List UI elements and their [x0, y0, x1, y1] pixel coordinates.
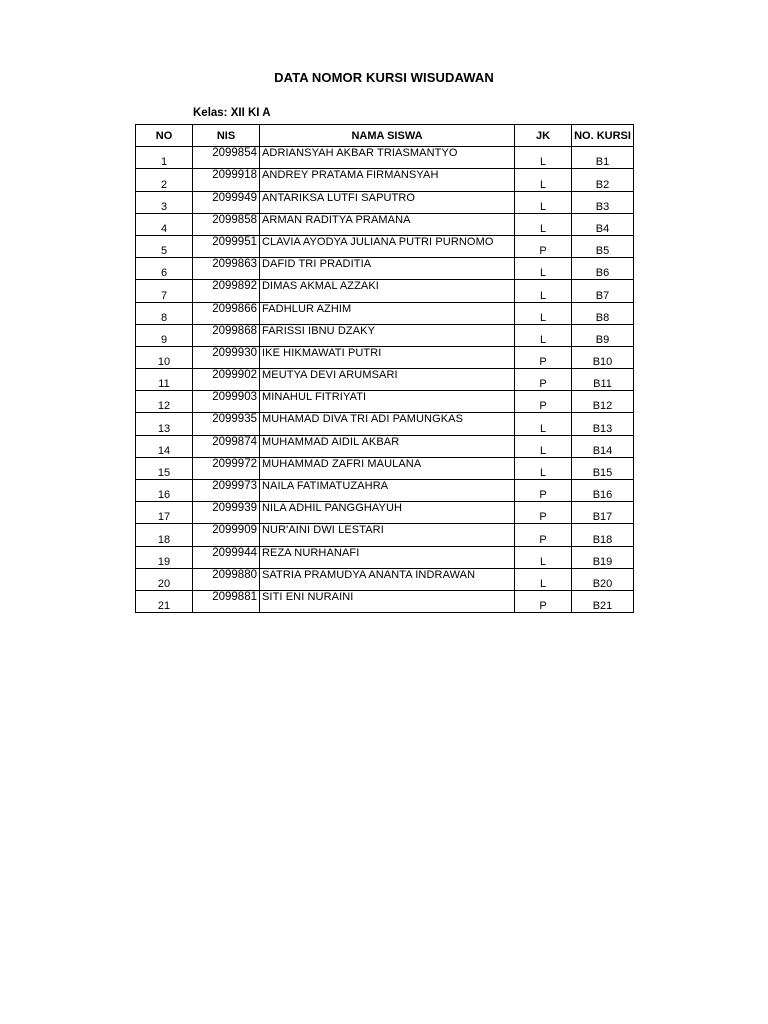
cell-jk: L	[515, 546, 572, 568]
cell-jk: L	[515, 191, 572, 213]
table-row	[136, 346, 634, 368]
cell-nis: 2099951	[193, 235, 260, 257]
cell-jk: L	[515, 324, 572, 346]
cell-no: 17	[136, 502, 193, 524]
page-title: DATA NOMOR KURSI WISUDAWAN	[274, 70, 494, 85]
cell-kursi: B21	[572, 590, 634, 612]
cell-kursi: B5	[572, 235, 634, 257]
cell-nama: MUHAMAD DIVA TRI ADI PAMUNGKAS	[260, 413, 515, 435]
cell-jk: P	[515, 235, 572, 257]
header-kursi: NO. KURSI	[572, 125, 634, 147]
cell-no: 18	[136, 524, 193, 546]
table-row	[136, 213, 634, 235]
cell-nis: 2099935	[193, 413, 260, 435]
cell-no: 10	[136, 346, 193, 368]
cell-nis: 2099973	[193, 480, 260, 502]
cell-nama: SITI ENI NURAINI	[260, 590, 515, 612]
cell-nama: REZA NURHANAFI	[260, 546, 515, 568]
cell-nama: CLAVIA AYODYA JULIANA PUTRI PURNOMO	[260, 235, 515, 257]
seat-table	[135, 124, 634, 613]
cell-nama: DIMAS AKMAL AZZAKI	[260, 280, 515, 302]
cell-kursi: B7	[572, 280, 634, 302]
cell-kursi: B1	[572, 147, 634, 169]
table-row	[136, 480, 634, 502]
cell-kursi: B17	[572, 502, 634, 524]
cell-nis: 2099909	[193, 524, 260, 546]
cell-no: 15	[136, 457, 193, 479]
cell-nama: ANTARIKSA LUTFI SAPUTRO	[260, 191, 515, 213]
cell-nama: MUHAMMAD AIDIL AKBAR	[260, 435, 515, 457]
cell-no: 13	[136, 413, 193, 435]
table-row	[136, 369, 634, 391]
cell-no: 2	[136, 169, 193, 191]
table-body	[136, 147, 634, 613]
cell-no: 8	[136, 302, 193, 324]
cell-no: 3	[136, 191, 193, 213]
cell-no: 11	[136, 369, 193, 391]
cell-jk: P	[515, 524, 572, 546]
cell-nama: IKE HIKMAWATI PUTRI	[260, 346, 515, 368]
cell-no: 20	[136, 568, 193, 590]
cell-nis: 2099944	[193, 546, 260, 568]
cell-nama: MINAHUL FITRIYATI	[260, 391, 515, 413]
cell-jk: P	[515, 480, 572, 502]
cell-nis: 2099881	[193, 590, 260, 612]
table-row	[136, 391, 634, 413]
header-nis: NIS	[193, 125, 260, 147]
cell-kursi: B16	[572, 480, 634, 502]
cell-jk: L	[515, 457, 572, 479]
cell-no: 12	[136, 391, 193, 413]
table-header-row	[136, 125, 634, 147]
cell-nis: 2099930	[193, 346, 260, 368]
cell-no: 9	[136, 324, 193, 346]
cell-nama: ANDREY PRATAMA FIRMANSYAH	[260, 169, 515, 191]
cell-nis: 2099868	[193, 324, 260, 346]
cell-jk: L	[515, 147, 572, 169]
table-row	[136, 435, 634, 457]
cell-kursi: B12	[572, 391, 634, 413]
cell-nama: ARMAN RADITYA PRAMANA	[260, 213, 515, 235]
cell-jk: P	[515, 346, 572, 368]
cell-nis: 2099880	[193, 568, 260, 590]
cell-kursi: B3	[572, 191, 634, 213]
cell-no: 7	[136, 280, 193, 302]
cell-kursi: B10	[572, 346, 634, 368]
cell-kursi: B20	[572, 568, 634, 590]
table-row	[136, 324, 634, 346]
table-row	[136, 235, 634, 257]
table-row	[136, 457, 634, 479]
cell-nama: FADHLUR AZHIM	[260, 302, 515, 324]
cell-nis: 2099972	[193, 457, 260, 479]
cell-no: 16	[136, 480, 193, 502]
cell-kursi: B18	[572, 524, 634, 546]
cell-nama: ADRIANSYAH AKBAR TRIASMANTYO	[260, 147, 515, 169]
cell-jk: L	[515, 280, 572, 302]
table-row	[136, 568, 634, 590]
cell-nama: NAILA FATIMATUZAHRA	[260, 480, 515, 502]
class-label: Kelas: XII KI A	[193, 107, 271, 119]
cell-jk: L	[515, 568, 572, 590]
cell-jk: P	[515, 590, 572, 612]
table-row	[136, 546, 634, 568]
cell-nama: SATRIA PRAMUDYA ANANTA INDRAWAN	[260, 568, 515, 590]
table-row	[136, 590, 634, 612]
cell-jk: P	[515, 369, 572, 391]
table-row	[136, 169, 634, 191]
cell-nis: 2099892	[193, 280, 260, 302]
cell-jk: P	[515, 502, 572, 524]
cell-no: 5	[136, 235, 193, 257]
cell-nis: 2099902	[193, 369, 260, 391]
cell-kursi: B9	[572, 324, 634, 346]
cell-jk: L	[515, 169, 572, 191]
cell-kursi: B4	[572, 213, 634, 235]
cell-nama: DAFID TRI PRADITIA	[260, 258, 515, 280]
cell-nis: 2099866	[193, 302, 260, 324]
cell-jk: P	[515, 391, 572, 413]
table-row	[136, 147, 634, 169]
cell-kursi: B15	[572, 457, 634, 479]
cell-kursi: B6	[572, 258, 634, 280]
cell-no: 19	[136, 546, 193, 568]
header-jk: JK	[515, 125, 572, 147]
cell-jk: L	[515, 213, 572, 235]
cell-jk: L	[515, 258, 572, 280]
table-row	[136, 258, 634, 280]
cell-kursi: B13	[572, 413, 634, 435]
cell-no: 14	[136, 435, 193, 457]
cell-nis: 2099854	[193, 147, 260, 169]
cell-nis: 2099874	[193, 435, 260, 457]
cell-jk: L	[515, 435, 572, 457]
cell-jk: L	[515, 413, 572, 435]
table-row	[136, 524, 634, 546]
cell-nis: 2099903	[193, 391, 260, 413]
cell-nis: 2099918	[193, 169, 260, 191]
cell-nama: NILA ADHIL PANGGHAYUH	[260, 502, 515, 524]
cell-nama: MUHAMMAD ZAFRI MAULANA	[260, 457, 515, 479]
cell-nama: MEUTYA DEVI ARUMSARI	[260, 369, 515, 391]
cell-nis: 2099858	[193, 213, 260, 235]
cell-kursi: B14	[572, 435, 634, 457]
cell-kursi: B11	[572, 369, 634, 391]
table-row	[136, 502, 634, 524]
cell-no: 1	[136, 147, 193, 169]
cell-kursi: B19	[572, 546, 634, 568]
cell-kursi: B8	[572, 302, 634, 324]
table-row	[136, 280, 634, 302]
cell-no: 21	[136, 590, 193, 612]
cell-nama: FARISSI IBNU DZAKY	[260, 324, 515, 346]
table-row	[136, 191, 634, 213]
table-row	[136, 413, 634, 435]
cell-nis: 2099939	[193, 502, 260, 524]
header-nama: NAMA SISWA	[260, 125, 515, 147]
cell-jk: L	[515, 302, 572, 324]
cell-nis: 2099863	[193, 258, 260, 280]
cell-kursi: B2	[572, 169, 634, 191]
cell-nama: NUR'AINI DWI LESTARI	[260, 524, 515, 546]
cell-no: 6	[136, 258, 193, 280]
cell-no: 4	[136, 213, 193, 235]
cell-nis: 2099949	[193, 191, 260, 213]
table-row	[136, 302, 634, 324]
header-no: NO	[136, 125, 193, 147]
